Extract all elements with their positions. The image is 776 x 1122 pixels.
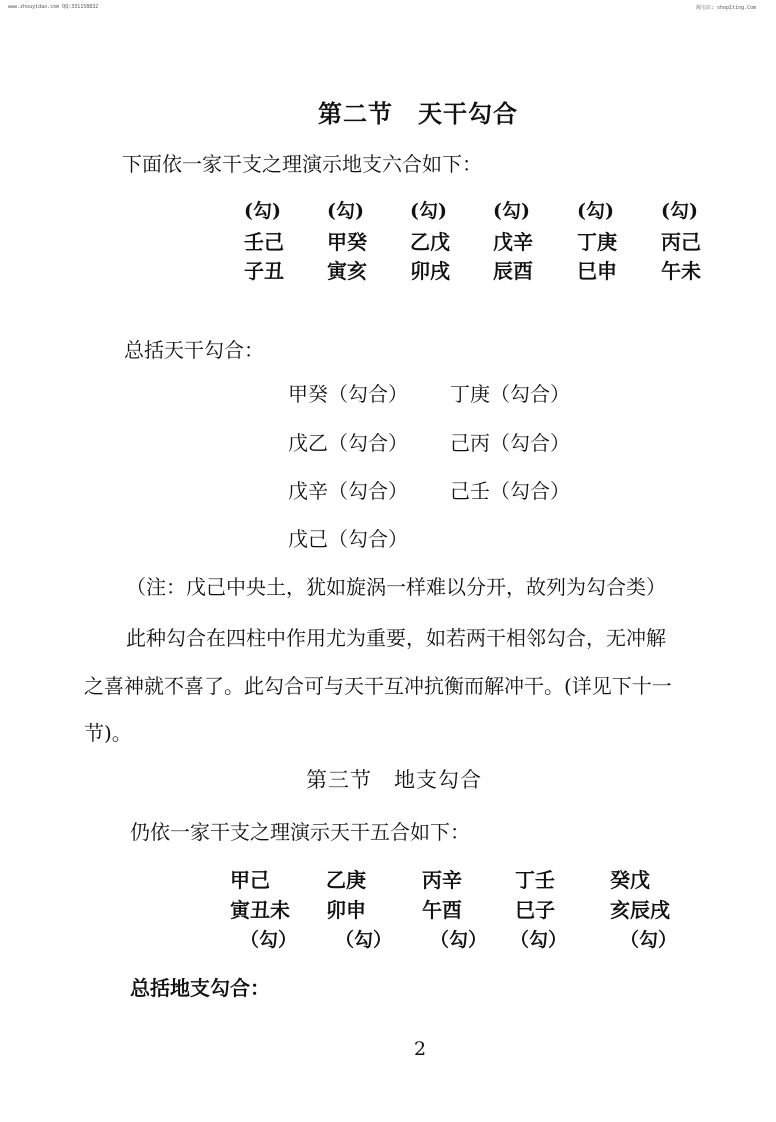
- note: （注：戊己中央土，犹如旋涡一样难以分开，故列为勾合类）: [126, 575, 666, 599]
- mark: (勾): [244, 200, 281, 222]
- mark: (勾): [410, 200, 447, 222]
- section3-summary-title: 总括地支勾合：: [130, 976, 270, 1000]
- mark: （勾）: [510, 929, 568, 951]
- paragraph-line: 节)。: [84, 721, 132, 745]
- summary-item: 丁庚（勾合）: [450, 382, 570, 406]
- stem-pair: 丙辛: [422, 868, 462, 892]
- paragraph-line: 之喜神就不喜了。此勾合可与天干互冲抗衡而解冲干。(详见下十一: [84, 674, 672, 698]
- stem-pair: 丁壬: [515, 868, 555, 892]
- branch-pair: 子丑: [244, 259, 284, 283]
- mark: （勾）: [240, 929, 298, 951]
- stem-pair: 甲癸: [327, 230, 367, 254]
- header-left: www.zhouyidao.com QQ:331158832: [8, 4, 99, 10]
- branch-pair: 辰酉: [493, 259, 533, 283]
- branch-group: 卯申: [326, 898, 366, 922]
- stem-pair: 乙庚: [326, 868, 366, 892]
- mark: (勾): [661, 200, 698, 222]
- page-number: 2: [414, 1038, 427, 1060]
- branch-pair: 寅亥: [327, 259, 367, 283]
- stem-pair: 壬己: [244, 230, 284, 254]
- mark: (勾): [493, 200, 530, 222]
- summary-item: 戊己（勾合）: [288, 527, 408, 551]
- mark: （勾）: [430, 929, 488, 951]
- section2-title: 第二节 天干勾合: [318, 99, 518, 128]
- mark: (勾): [577, 200, 614, 222]
- branch-group: 寅丑未: [230, 898, 290, 922]
- section2-table: [0, 0, 776, 300]
- stem-pair: 戊辛: [493, 230, 533, 254]
- stem-pair: 乙戊: [410, 230, 450, 254]
- section2-summary-title: 总括天干勾合：: [124, 338, 264, 362]
- paragraph-line: 此种勾合在四柱中作用尤为重要，如若两干相邻勾合，无冲解: [126, 626, 666, 650]
- section3-intro: 仍依一家干支之理演示天干五合如下：: [130, 820, 470, 844]
- header-right: 淘宝店: shop1ting.Com: [696, 5, 757, 11]
- summary-item: 己壬（勾合）: [450, 479, 570, 503]
- branch-pair: 巳申: [577, 259, 617, 283]
- branch-group: 午酉: [422, 898, 462, 922]
- mark: （勾）: [335, 929, 393, 951]
- section3-title: 第三节 地支勾合: [306, 768, 482, 792]
- branch-pair: 卯戌: [410, 259, 450, 283]
- summary-item: 己丙（勾合）: [450, 431, 570, 455]
- branch-pair: 午未: [661, 259, 701, 283]
- stem-pair: 丙己: [661, 230, 701, 254]
- stem-pair: 丁庚: [577, 230, 617, 254]
- section2-intro: 下面依一家干支之理演示地支六合如下：: [122, 152, 482, 176]
- mark: (勾): [327, 200, 364, 222]
- stem-pair: 甲己: [230, 868, 270, 892]
- mark: （勾）: [620, 929, 678, 951]
- summary-item: 戊乙（勾合）: [288, 431, 408, 455]
- stem-pair: 癸戊: [610, 868, 650, 892]
- summary-item: 戊辛（勾合）: [288, 479, 408, 503]
- branch-group: 巳子: [515, 898, 555, 922]
- summary-item: 甲癸（勾合）: [288, 382, 408, 406]
- branch-group: 亥辰戌: [610, 898, 670, 922]
